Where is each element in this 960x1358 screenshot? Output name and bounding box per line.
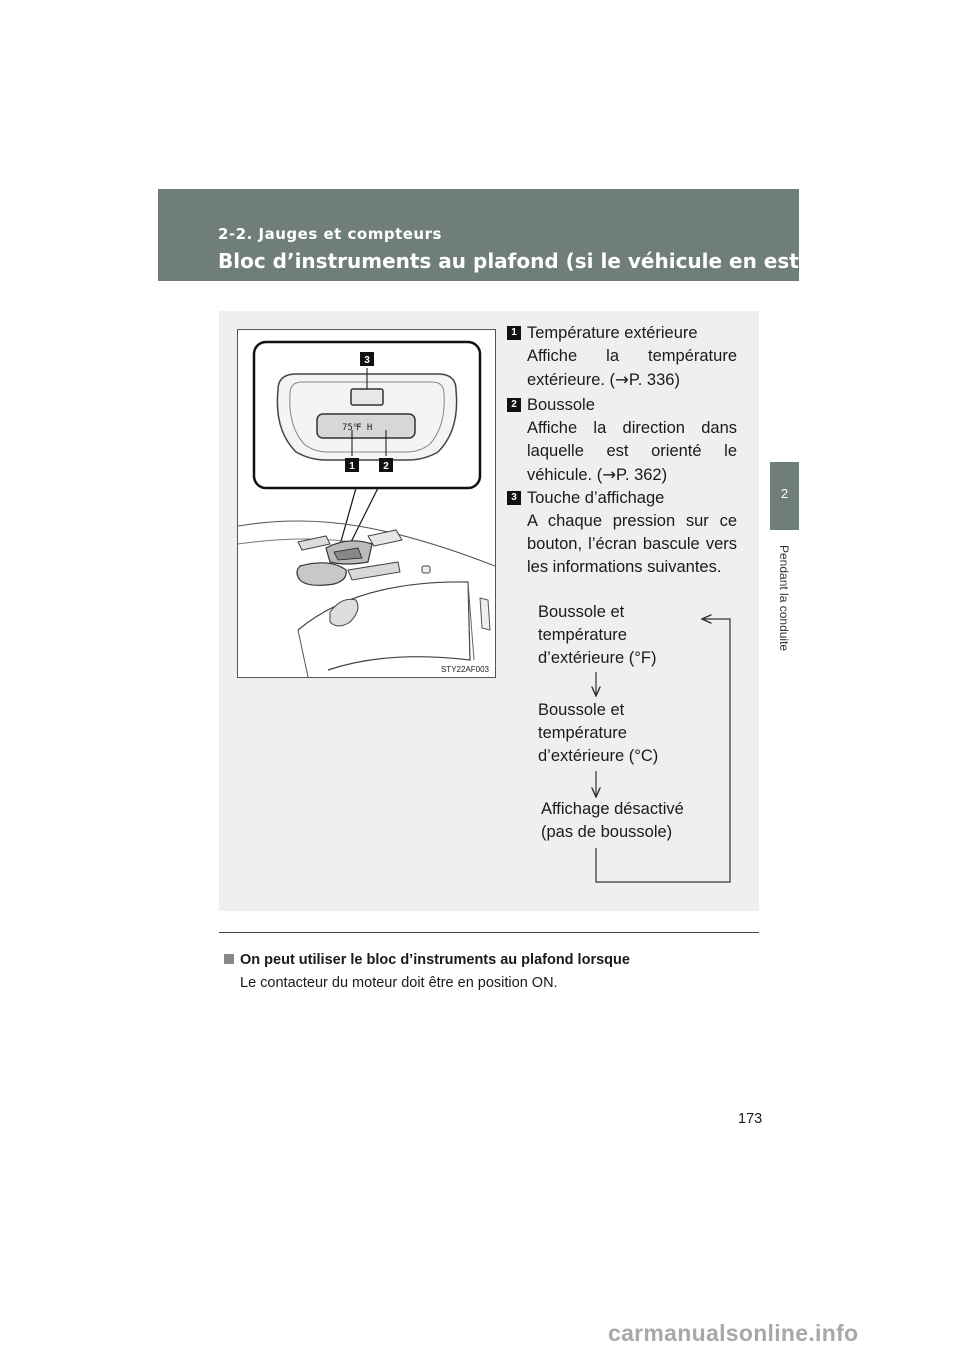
- figure-code: STY22AF003: [440, 665, 489, 674]
- page-number: 173: [738, 1111, 763, 1127]
- item-number-badge: 2: [507, 398, 521, 412]
- map-light: [368, 530, 402, 546]
- item-label: Température extérieure: [527, 324, 698, 342]
- item-compass: [507, 394, 737, 487]
- chapter-label: Pendant la conduite: [777, 545, 791, 652]
- watermark: carmanualsonline.info: [608, 1320, 859, 1346]
- divider: [219, 932, 759, 933]
- page-title: Bloc d’instruments au plafond (si le véhicule en est doté): [218, 249, 867, 273]
- chapter-number: 2: [780, 486, 789, 501]
- item-description: A chaque pression sur ce bouton, l’écran bascule vers les informations suivantes.: [527, 512, 737, 576]
- item-label: Boussole: [527, 396, 595, 414]
- flow-step-2: Boussole et température d’extérieure (°C): [538, 701, 659, 765]
- item-outside-temperature: [507, 322, 737, 392]
- overhead-console-illustration: [237, 329, 496, 678]
- chapter-tab: [770, 462, 799, 530]
- section-header: [158, 189, 867, 281]
- callout-3-label: 3: [364, 355, 370, 366]
- display-text: 75℉ H: [342, 423, 373, 433]
- display-button: [351, 389, 383, 405]
- sun-visor-left: [298, 536, 330, 550]
- illustration-drawing: [238, 330, 495, 677]
- sun-visor-right: [348, 562, 400, 580]
- reference-arrow: →: [615, 370, 629, 389]
- windshield: [298, 582, 470, 670]
- note-body: Le contacteur du moteur doit être en position ON.: [240, 975, 558, 991]
- item-label: Touche d’affichage: [527, 489, 665, 507]
- chapter-label-container: [768, 545, 800, 675]
- item-number-badge: 3: [507, 491, 521, 505]
- section-label: 2-2. Jauges et compteurs: [218, 225, 442, 243]
- item-description: Affiche la température extérieure. (→P. 336): [527, 347, 737, 389]
- reference-arrow: →: [602, 465, 617, 484]
- flow-step-1: Boussole et température d’extérieure (°F): [538, 603, 657, 667]
- callout-1-label: 1: [349, 461, 355, 472]
- item-description: Affiche la direction dans laquelle est orienté le véhicule. (→P. 362): [527, 419, 737, 484]
- item-number-badge: 1: [507, 326, 521, 340]
- item-display-button: [507, 487, 737, 579]
- a-pillar-handle: [330, 599, 358, 626]
- flow-step-3: Affichage désactivé (pas de boussole): [541, 800, 684, 841]
- rearview-mirror: [297, 563, 346, 586]
- note-bullet-icon: [224, 954, 234, 964]
- note-title: On peut utiliser le bloc d’instruments au plafond lorsque: [224, 952, 630, 968]
- callout-2-label: 2: [383, 461, 389, 472]
